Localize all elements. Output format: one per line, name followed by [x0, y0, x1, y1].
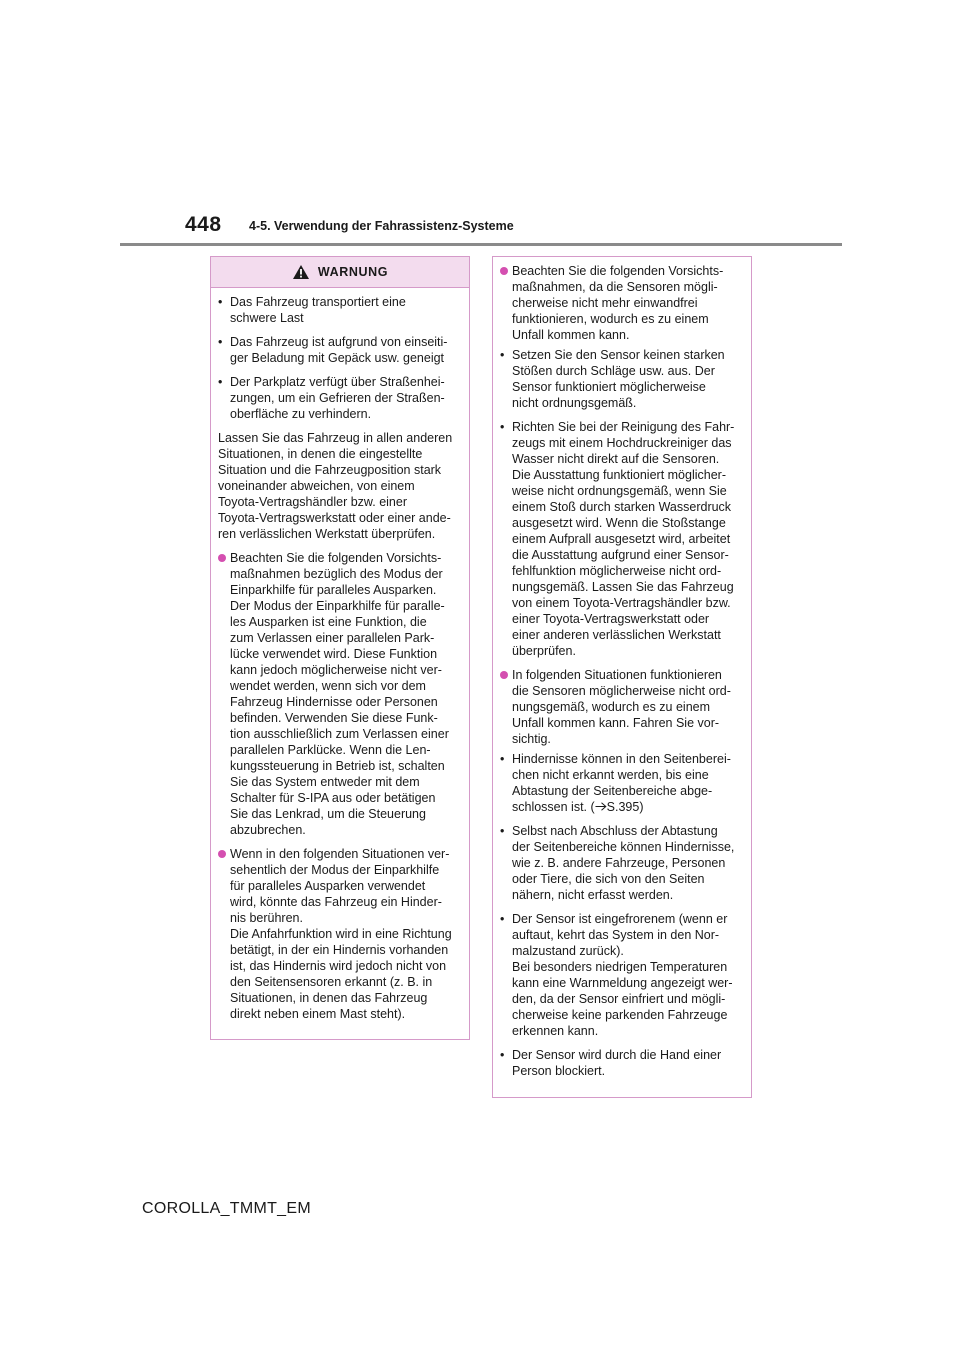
- list-item-text: Selbst nach Abschluss der Abtastung der Seitenbereiche können Hindernisse, wie z. B. andere Fahrzeuge, Personen oder Tiere, die sich von den Seiten nähern, nicht erfasst werden.: [512, 824, 735, 902]
- bullet-marker: •: [500, 912, 505, 926]
- list-item: [500, 1047, 743, 1079]
- list-item-text: Das Fahrzeug ist aufgrund von einseiti- ger Beladung mit Gepäck usw. geneigt: [230, 335, 448, 365]
- paragraph: Lassen Sie das Fahrzeug in allen anderen Situationen, in denen die eingestellte Situation und die Fahrzeugposition stark voneinander abweichen, von einem Toyota-Vertragshändler bzw. einer Toyota-Vertragswerkstatt oder einer ande- ren verlässlichen Werkstatt überprüfen.: [218, 431, 453, 541]
- bullet-marker: •: [500, 420, 505, 434]
- list-item: [500, 419, 743, 659]
- document-code: COROLLA_TMMT_EM: [142, 1200, 311, 1217]
- section-title: 4-5. Verwendung der Fahrassistenz-Systeme: [249, 219, 514, 233]
- circle-bullet-icon: [218, 850, 226, 858]
- list-item-text: Das Fahrzeug transportiert eine schwere Last: [230, 295, 406, 325]
- list-item-text: Der Sensor ist eingefrorenem (wenn er auftaut, kehrt das System in den Nor- malzustand zurück). Bei besonders niedrigen Temperaturen kann eine Warnmeldung angezeigt wer- den, da der Sensor einfriert und mögli- cherweise keine parkenden Fahrzeuge erkennen kann.: [512, 912, 733, 1038]
- circle-bullet-icon: [500, 267, 508, 275]
- page-number: 448: [185, 213, 222, 236]
- list-item: [500, 751, 743, 815]
- bullet-marker: •: [500, 1048, 505, 1062]
- circle-item: [218, 550, 461, 838]
- arrow-right-icon: [595, 802, 607, 811]
- warning-content: [211, 288, 469, 1022]
- header-divider: [120, 243, 842, 246]
- circle-item-text: Wenn in den folgenden Situationen ver- sehentlich der Modus der Einparkhilfe für paralleles Ausparken verwendet wird, könnte das Fahrzeug ein Hinder- nis berühren. Die Anfahrfunktion wird in eine Richtung betätigt, in der ein Hindernis vorhanden ist, das Hindernis wird jedoch nicht von den Seitensensoren erkannt (z. B. in Situationen, in denen das Fahrzeug direkt neben einem Mast steht).: [230, 847, 452, 1021]
- list-item-text: Setzen Sie den Sensor keinen starken Stößen durch Schläge usw. aus. Der Sensor funktioniert möglicherweise nicht ordnungsgemäß.: [512, 348, 725, 410]
- page-header: [0, 0, 960, 250]
- list-item: [500, 823, 743, 903]
- list-item-text: Richten Sie bei der Reinigung des Fahr- zeugs mit einem Hochdruckreiniger das Wasser nicht direkt auf die Sensoren. Die Ausstattung funktioniert möglicher- weise nicht ordnungsgemäß, wenn Sie einem Stoß durch starken Wasserdruck ausgesetzt wird. Wenn die Stoßstange einem Aufprall ausgesetzt wird, arbeitet die Ausstattung aufgrund einer Sensor- fehlfunktion möglicherweise nicht ord- nungsgemäß. Lassen Sie das Fahrzeug von einem Toyota-Vertragshändler bzw. einer Toyota-Vertragswerkstatt oder einer anderen verlässlichen Werkstatt überprüfen.: [512, 420, 735, 658]
- circle-item: [218, 846, 461, 1022]
- list-item: [500, 911, 743, 1039]
- circle-item: [500, 667, 743, 747]
- bullet-marker: •: [218, 375, 223, 389]
- list-item-text: [512, 751, 743, 815]
- warning-triangle-icon: [292, 264, 310, 280]
- warning-box: [210, 256, 470, 1040]
- circle-bullet-icon: [500, 671, 508, 679]
- bullet-marker: •: [500, 752, 505, 766]
- list-item: [218, 294, 461, 326]
- bullet-marker: •: [218, 295, 223, 309]
- warning-title: WARNUNG: [317, 265, 389, 279]
- list-item-text: Der Sensor wird durch die Hand einer Person blockiert.: [512, 1048, 722, 1078]
- list-item-text-part: Hindernisse können in den Seitenberei- chen nicht erkannt werden, bis eine Abtastung der Seitenbereiche abge- schlossen ist. (: [512, 752, 731, 814]
- warning-header: [211, 257, 469, 288]
- continuation-box: [492, 256, 752, 1098]
- list-item: [500, 347, 743, 411]
- bullet-marker: •: [500, 824, 505, 838]
- circle-item: [500, 263, 743, 343]
- circle-item-text: Beachten Sie die folgenden Vorsichts- maßnahmen, da die Sensoren mögli- cherweise nicht mehr einwandfrei funktionieren, wodurch es zu einem Unfall kommen kann.: [512, 264, 724, 342]
- continuation-content: [493, 257, 751, 1079]
- page-reference-link[interactable]: S.395): [606, 800, 644, 814]
- list-item: [218, 374, 461, 422]
- list-item: [218, 334, 461, 366]
- bullet-marker: •: [218, 335, 223, 349]
- circle-bullet-icon: [218, 554, 226, 562]
- list-item-text: Der Parkplatz verfügt über Straßenhei- zungen, um ein Gefrieren der Straßen- oberfläche zu verhindern.: [230, 375, 445, 421]
- circle-item-text: Beachten Sie die folgenden Vorsichts- maßnahmen bezüglich des Modus der Einparkhilfe für paralleles Ausparken. Der Modus der Einparkhilfe für paralle- les Ausparken ist eine Funktion, die zum Verlassen einer parallelen Park- lücke verwendet wird. Diese Funktion kann jedoch möglicherweise nicht ver- wendet werden, wenn sich vor dem Fahrzeug Hindernisse oder Personen befinden. Verwenden Sie diese Funk- tion ausschließlich zum Verlassen einer parallelen Parklücke. Wenn die Len- kungssteuerung in Betrieb ist, schalten Sie das System entweder mit dem Schalter für S-IPA aus oder betätigen Sie das Lenkrad, um die Steuerung abzubrechen.: [230, 551, 449, 837]
- circle-item-text: In folgenden Situationen funktionieren die Sensoren möglicherweise nicht ord- nungsgemäß, wodurch es zu einem Unfall kommen kann. Fahren Sie vor- sichtig.: [512, 668, 731, 746]
- bullet-marker: •: [500, 348, 505, 362]
